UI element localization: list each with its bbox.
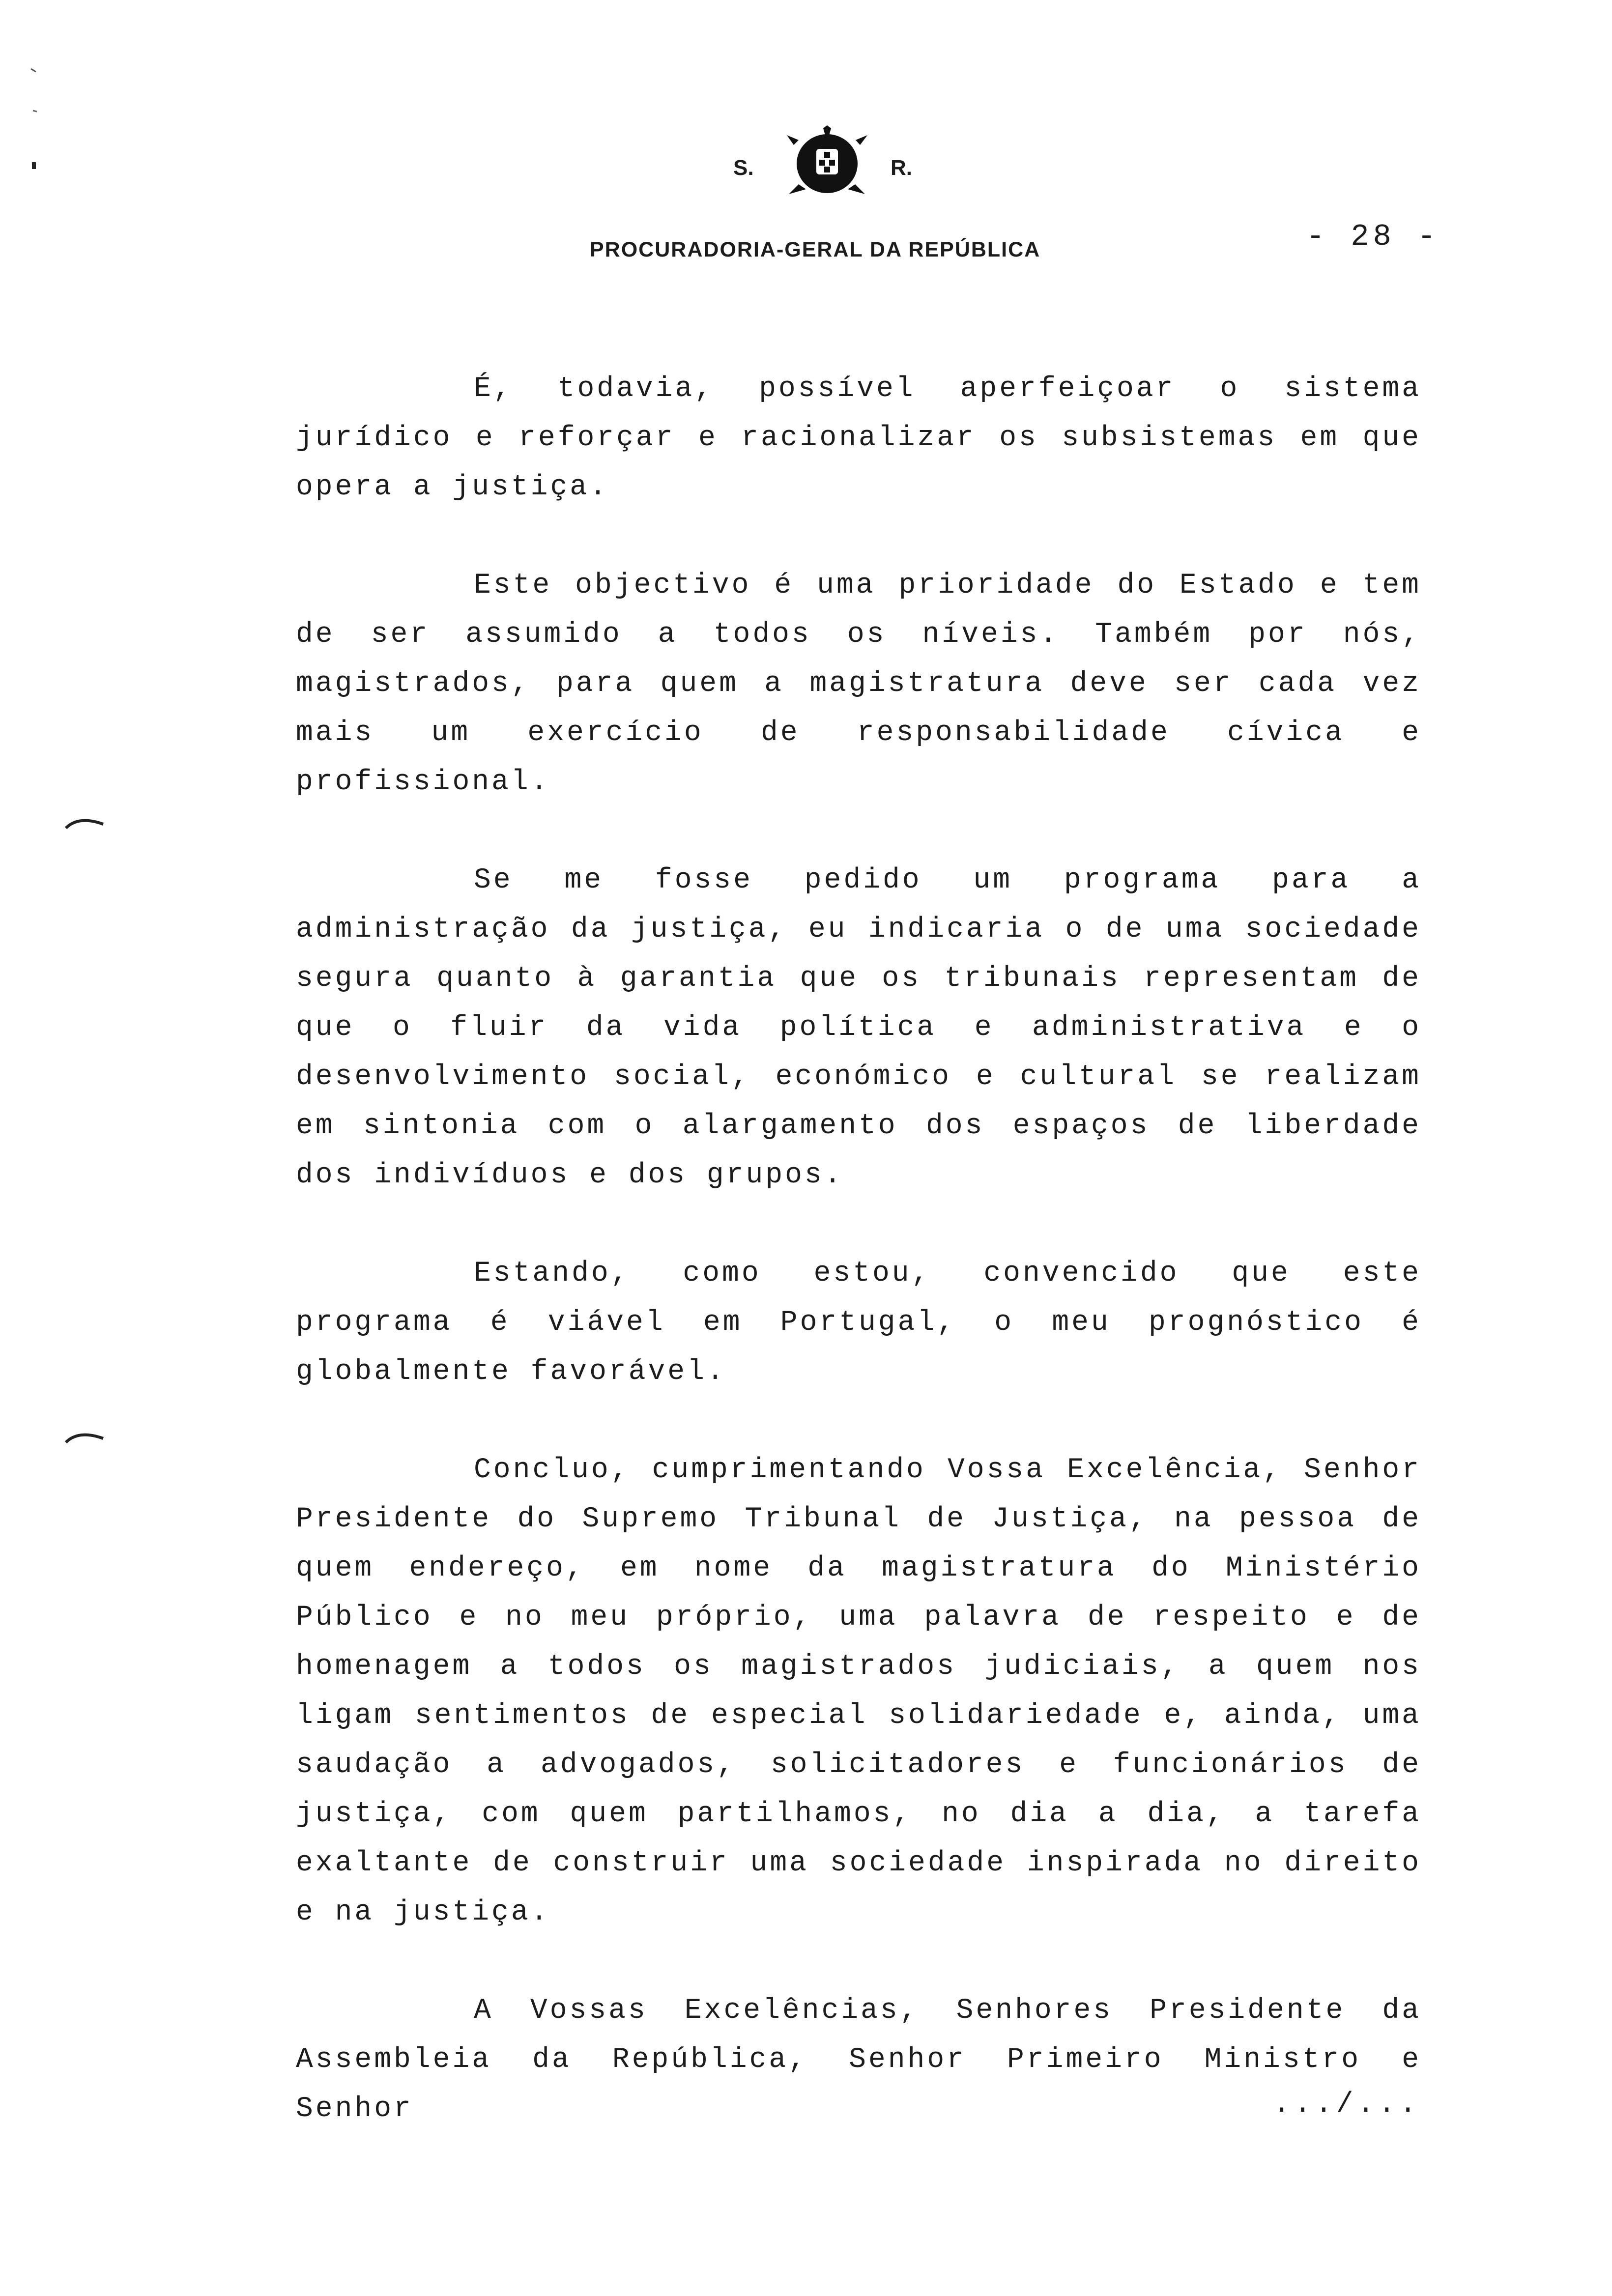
paragraph-5: Concluo, cumprimentando Vossa Excelência, Senhor Presidente do Supremo Tribunal de Justiça, na pessoa de quem endereço, em nome da magistratura do Ministério Público e no meu próprio, uma palavra de respeito e de homenagem a todos os magistrados judiciais, a quem nos ligam sentimentos de especial solidariedade e, ainda, uma saudação a advogados, solicitadores e funcionários de justiça, com quem partilhamos, no dia a dia, a tarefa exaltante de construir uma sociedade inspirada no direito e na justiça.: [296, 1454, 1421, 1928]
paragraph-6: A Vossas Excelências, Senhores Presidente da Assembleia da República, Senhor Primeiro Ministro e Senhor: [296, 1995, 1421, 2125]
coat-of-arms-icon: [784, 125, 870, 199]
seal-left-letter: S.: [733, 156, 754, 180]
seal-right-letter: R.: [891, 156, 912, 180]
paragraph-2: Este objectivo é uma prioridade do Estado e tem de ser assumido a todos os níveis. Também por nós, magistrados, para quem a magistratura deve ser cada vez mais um exercício de responsabilidade cívica e profissional.: [296, 570, 1421, 798]
document-body: [296, 365, 1421, 2183]
scan-mark-hole-2: [64, 1428, 108, 1447]
page-number: - 28 -: [1306, 219, 1440, 254]
paragraph-3: Se me fosse pedido um programa para a administração da justiça, eu indicaria o de uma sociedade segura quanto à garantia que os tribunais representam de que o fluir da vida política e administrativa e o desenvolvimento social, económico e cultural se realizam em sintonia com o alargamento dos espaços de liberdade dos indivíduos e dos grupos.: [296, 864, 1421, 1191]
letterhead-seal: [718, 125, 944, 199]
scan-mark-hole-1: [64, 813, 108, 833]
paragraph-4: Estando, como estou, convencido que este programa é viável em Portugal, o meu prognóstico é globalmente favorável.: [296, 1258, 1421, 1388]
institution-name: PROCURADORIA-GERAL DA REPÚBLICA: [590, 238, 1041, 261]
scan-mark-top: [27, 64, 47, 177]
paragraph-1: É, todavia, possível aperfeiçoar o sistema jurídico e reforçar e racionalizar os subsistemas em que opera a justiça.: [296, 373, 1421, 503]
continuation-mark: .../...: [1273, 2089, 1420, 2121]
